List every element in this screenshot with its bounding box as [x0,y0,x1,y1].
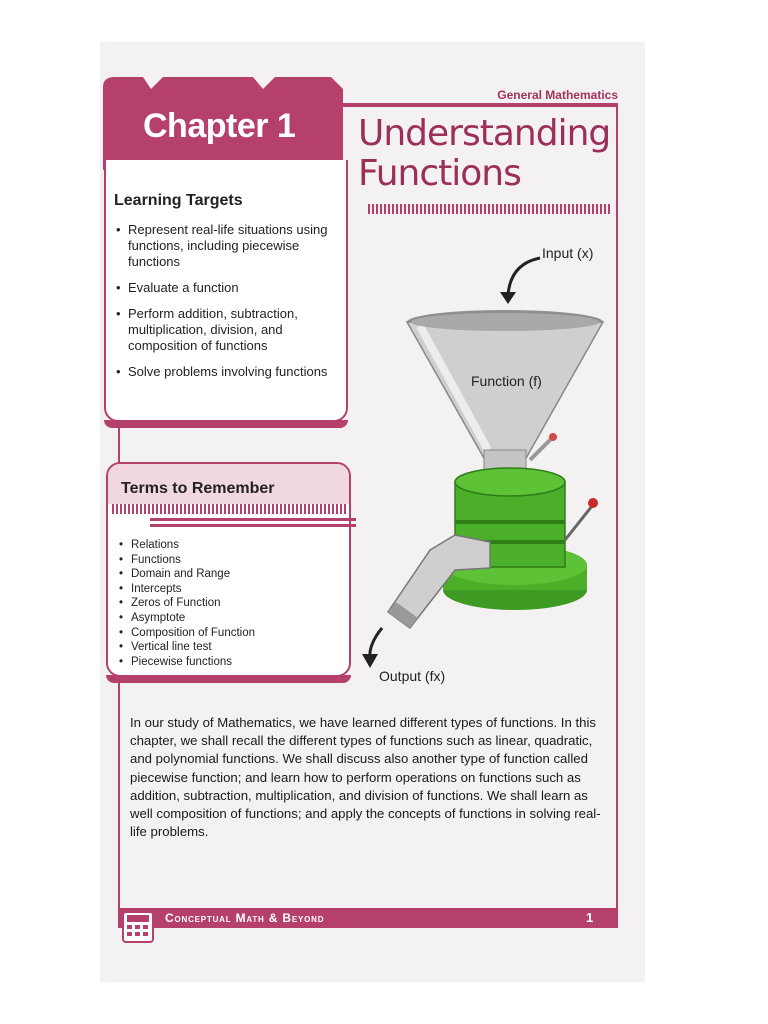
function-machine-illustration [360,250,620,690]
term-item: • Domain and Range [118,567,255,582]
page-number: 1 [586,910,594,925]
input-arrow-icon [508,258,540,296]
chapter-label: Chapter 1 [143,107,296,145]
terms-heading: Terms to Remember [121,480,275,497]
learning-target-item: • Solve problems involving functions [114,364,342,380]
terms-ruler [112,504,348,514]
learning-targets-list [114,222,342,390]
term-item: • Functions [118,553,255,568]
terms-list [118,538,255,669]
learning-target-item: • Evaluate a function [114,280,342,296]
chapter-title-line1: Understanding [358,113,611,154]
calculator-icon [120,910,156,944]
term-item: • Intercepts [118,582,255,597]
term-item: • Asymptote [118,611,255,626]
terms-divider [150,524,356,527]
learning-target-item: • Represent real-life situations using functions, including piecewise functions [114,222,342,270]
term-item: • Vertical line test [118,640,255,655]
learning-targets-heading: Learning Targets [114,192,243,209]
output-label: Output (fx) [379,668,446,684]
intro-paragraph: In our study of Mathematics, we have learned different types of functions. In this chapter, we shall recall the different types of functions such as linear, quadratic, and polynomial functions. We shall discuss also another type of function called piecewise function; and learn how to perform operations on functions such as addition, subtraction, multiplication, and division of functions. We shall learn as well composition of functions; and apply the concepts of functions in solving real-life problems. [130,715,601,840]
footer-series-title: Conceptual Math & Beyond [165,911,325,925]
title-ruler [368,204,612,214]
input-label: Input (x) [542,245,594,261]
chapter-title-line2: Functions [358,153,521,194]
terms-divider [150,518,356,521]
term-item: • Piecewise functions [118,655,255,670]
term-item: • Zeros of Function [118,596,255,611]
learning-target-item: • Perform addition, subtraction, multiplication, division, and composition of functions [114,306,342,354]
funnel-body [407,322,603,460]
function-label: Function (f) [471,373,542,389]
term-item: • Relations [118,538,255,553]
chapter-title [358,114,610,194]
book-title: General Mathematics [497,88,618,102]
term-item: • Composition of Function [118,626,255,641]
frame-top-rule [338,103,618,107]
